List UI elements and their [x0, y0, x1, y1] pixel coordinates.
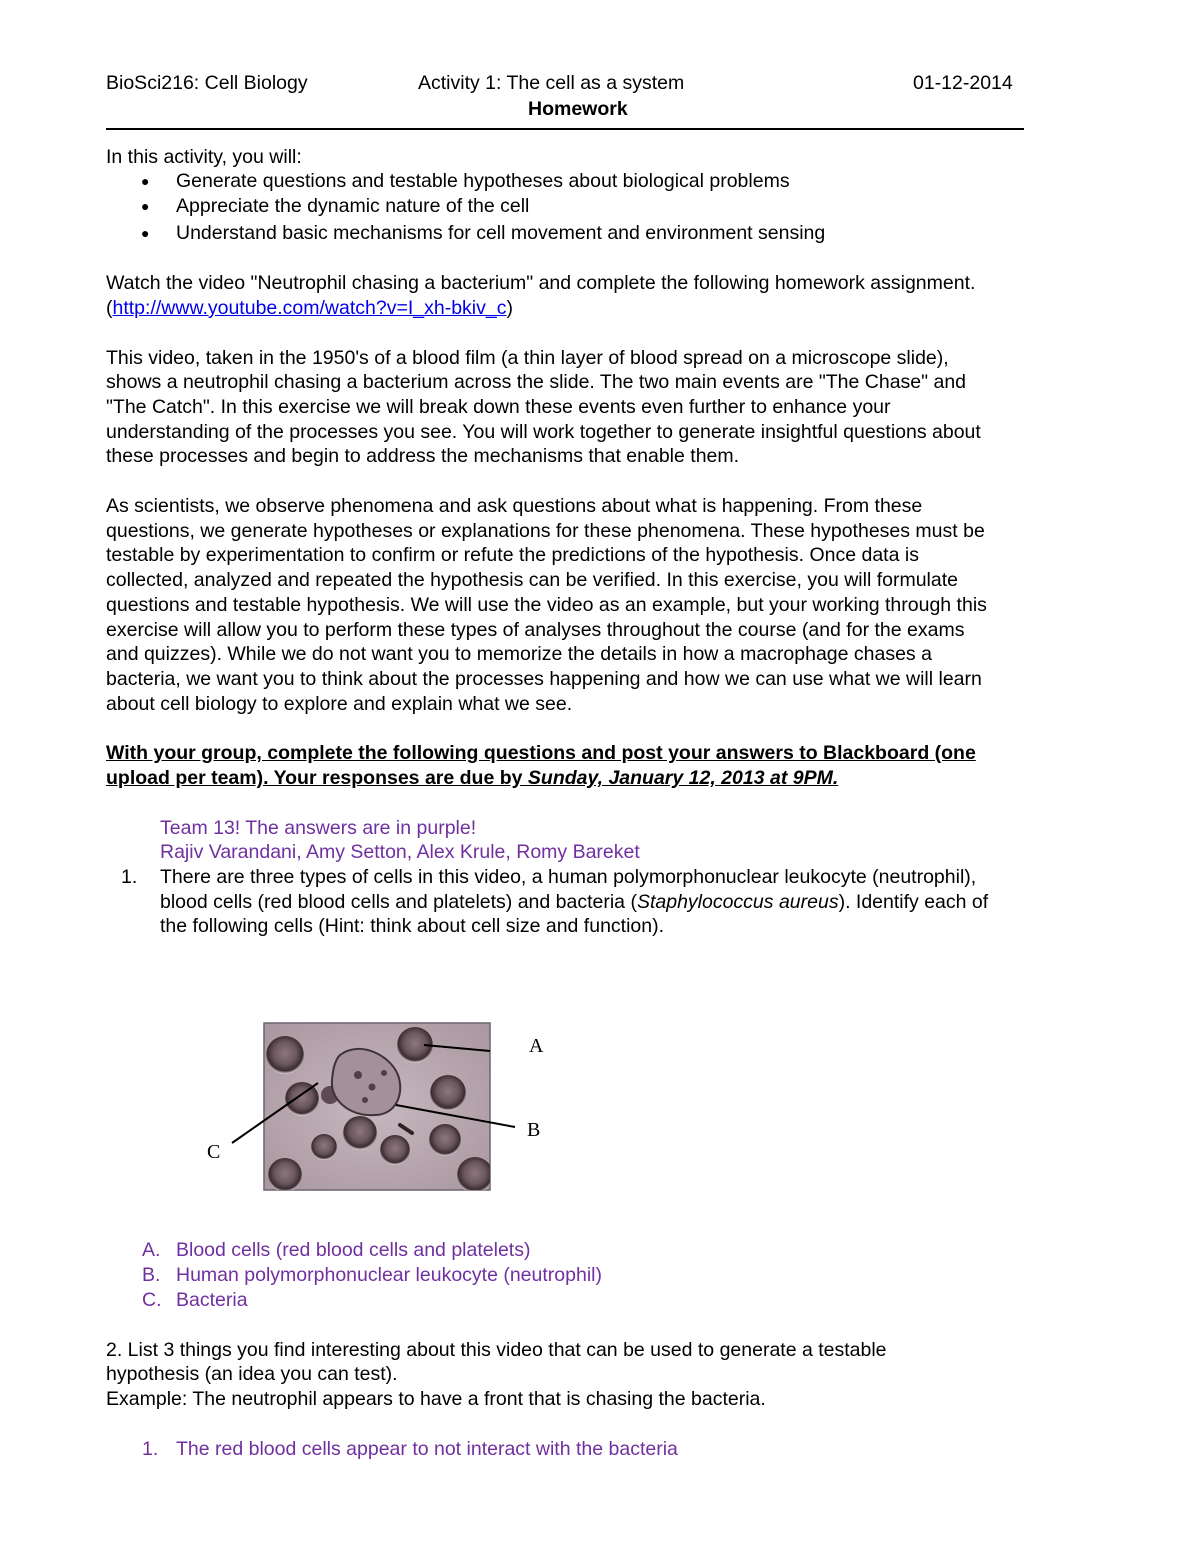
bullet-icon: ● [141, 173, 150, 189]
q2-line: 2. List 3 things you find interesting about this video that can be used to generate a testable [106, 1339, 887, 1361]
answer-text: Human polymorphonuclear leukocyte (neutrophil) [176, 1264, 602, 1286]
page-subtitle: Homework [528, 98, 628, 120]
q1-line: There are three types of cells in this video, a human polymorphonuclear leukocyte (neutrophil), [160, 866, 977, 888]
red-blood-cell [457, 1157, 493, 1193]
answer-text: Bacteria [176, 1289, 248, 1311]
deadline-lead: upload per team). Your responses are due by [106, 767, 528, 789]
figure-label-c: C [207, 1141, 221, 1163]
red-blood-cell [429, 1124, 461, 1156]
intro-bullet: Understand basic mechanisms for cell movement and environment sensing [176, 222, 826, 244]
neutrophil-nucleus [362, 1097, 368, 1103]
answer-text: The red blood cells appear to not interact with the bacteria [176, 1438, 678, 1460]
para2-line: As scientists, we observe phenomena and ask questions about what is happening. From these [106, 495, 923, 517]
video-link[interactable]: http://www.youtube.com/watch?v=I_xh-bkiv_c [112, 297, 507, 319]
figure-label-a: A [529, 1035, 544, 1057]
submission-instructions: With your group, complete the following questions and post your answers to Blackboard (one [106, 742, 976, 764]
red-blood-cell [285, 1082, 319, 1116]
course-title: BioSci216: Cell Biology [106, 72, 308, 94]
submission-deadline [106, 766, 838, 790]
neutrophil-nucleus [381, 1070, 387, 1076]
para2-line: questions and testable hypothesis. We will use the video as an example, but your working through this [106, 594, 987, 616]
para2-line: about cell biology to explore and explain what we see. [106, 693, 573, 715]
q1-text: blood cells (red blood cells and platelets) and bacteria ( [160, 891, 637, 913]
link-paren-open: ( [106, 297, 113, 319]
answer-number: 1. [142, 1438, 159, 1460]
red-blood-cell [430, 1075, 466, 1111]
cell-micrograph-figure [200, 1015, 560, 1195]
para2-line: testable by experimentation to confirm or refute the predictions of the hypothesis. Once data is [106, 544, 919, 566]
intro-bullet: Generate questions and testable hypotheses about biological problems [176, 170, 790, 192]
para1-line: "The Catch". In this exercise we will break down these events even further to enhance your [106, 396, 891, 418]
para2-line: exercise will allow you to perform these types of analyses throughout the course (and for the exams [106, 619, 965, 641]
red-blood-cell [268, 1158, 302, 1192]
q1-text: ). Identify each of [838, 891, 989, 913]
watch-instruction: Watch the video "Neutrophil chasing a bacterium" and complete the following homework assignment. [106, 272, 976, 294]
para1-line: shows a neutrophil chasing a bacterium across the slide. The two main events are "The Chase" and [106, 371, 967, 393]
team-members: Rajiv Varandani, Amy Setton, Alex Krule, Romy Bareket [160, 841, 640, 863]
bullet-icon: ● [141, 198, 150, 214]
para1-line: understanding of the processes you see. You will work together to generate insightful questions about [106, 421, 981, 443]
activity-title: Activity 1: The cell as a system [418, 72, 685, 94]
para2-line: bacteria, we want you to think about the processes happening and how we can use what we will learn [106, 668, 982, 690]
para2-line: and quizzes). While we do not want you to memorize the details in how a macrophage chases a [106, 643, 932, 665]
answer-text: Blood cells (red blood cells and platelets) [176, 1239, 531, 1261]
q1-line [160, 890, 988, 914]
document-date: 01-12-2014 [913, 72, 1013, 94]
intro-bullet: Appreciate the dynamic nature of the cell [176, 195, 530, 217]
video-link-line [106, 296, 513, 320]
link-paren-close: ) [506, 297, 513, 319]
figure-label-b: B [527, 1119, 541, 1141]
q1-species: Staphylococcus aureus [636, 891, 839, 913]
q2-example: Example: The neutrophil appears to have a front that is chasing the bacteria. [106, 1388, 766, 1410]
answer-letter: A. [142, 1239, 161, 1261]
header-divider [106, 128, 1024, 130]
answer-letter: B. [142, 1264, 161, 1286]
answer-letter: C. [142, 1289, 162, 1311]
deadline-date: Sunday, January 12, 2013 at 9PM. [527, 767, 839, 789]
para2-line: collected, analyzed and repeated the hypothesis can be verified. In this exercise, you will formulate [106, 569, 958, 591]
question-number: 1. [121, 866, 138, 888]
para2-line: questions, we generate hypotheses or explanations for these phenomena. These hypotheses must be [106, 520, 985, 542]
intro-lead: In this activity, you will: [106, 146, 302, 168]
team-note: Team 13! The answers are in purple! [160, 817, 477, 839]
neutrophil-nucleus [369, 1084, 376, 1091]
para1-line: these processes and begin to address the mechanisms that enable them. [106, 445, 740, 467]
neutrophil-nucleus [354, 1071, 362, 1079]
para1-line: This video, taken in the 1950's of a blood film (a thin layer of blood spread on a microscope slide), [106, 347, 949, 369]
bullet-icon: ● [141, 225, 150, 241]
q2-line: hypothesis (an idea you can test). [106, 1363, 398, 1385]
red-blood-cell [266, 1036, 304, 1074]
red-blood-cell [311, 1134, 337, 1160]
q1-line: the following cells (Hint: think about cell size and function). [160, 915, 665, 937]
red-blood-cell [380, 1135, 410, 1165]
red-blood-cell [343, 1116, 377, 1150]
